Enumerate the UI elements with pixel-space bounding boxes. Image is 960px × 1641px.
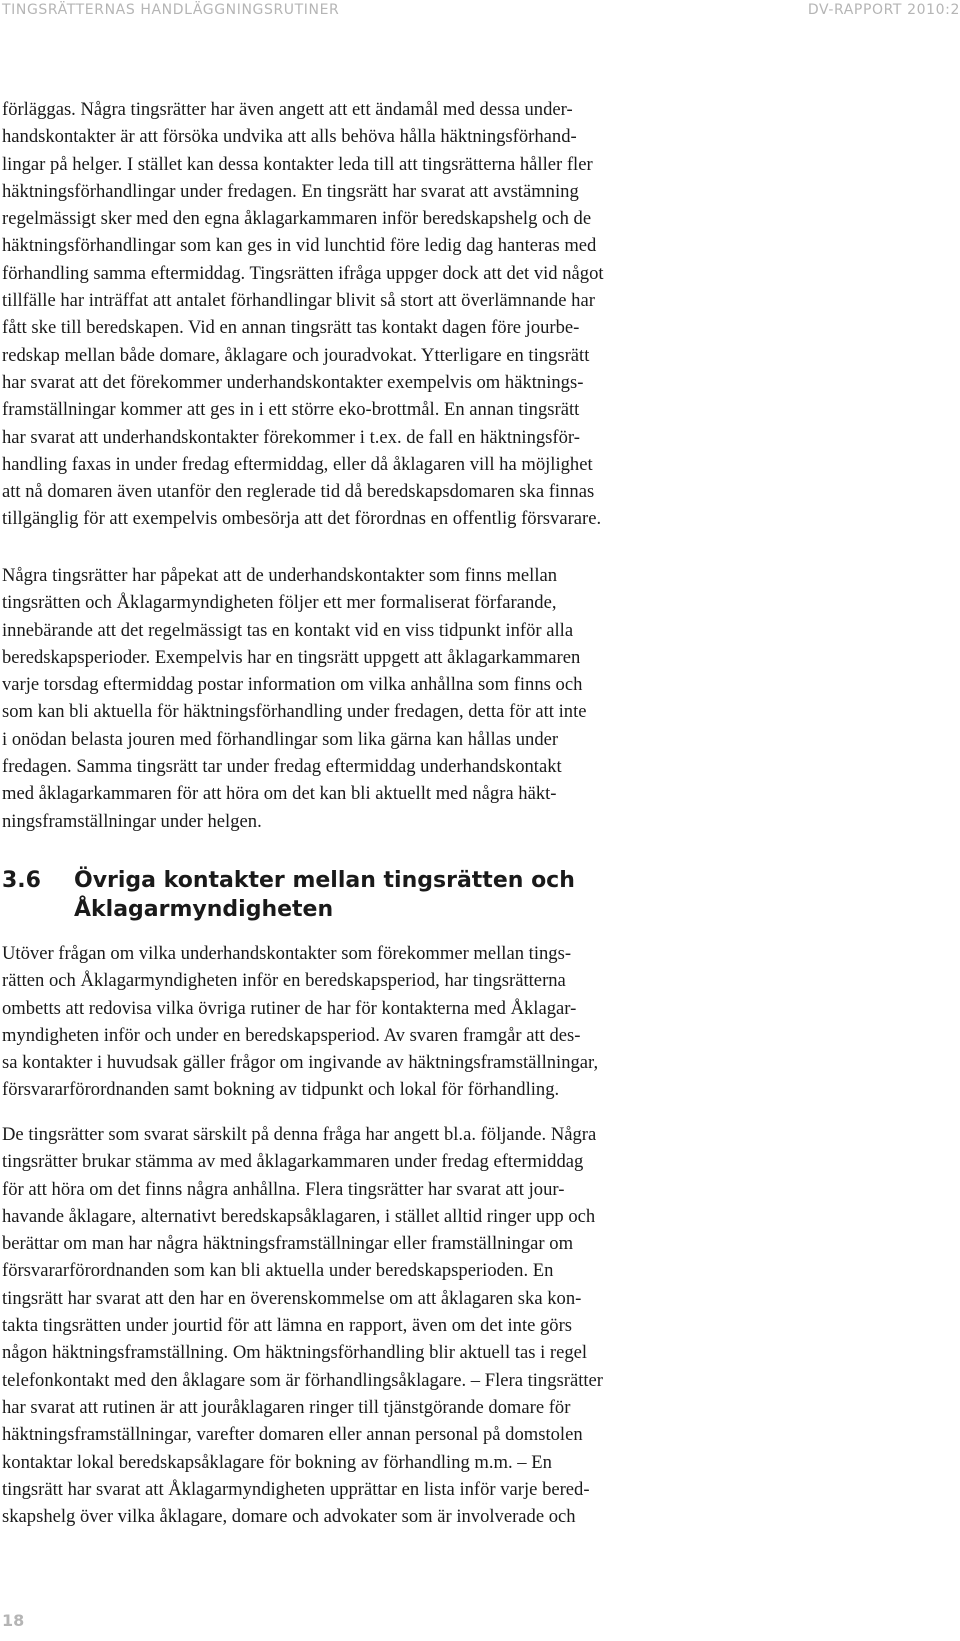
text-line: häktningsförhandlingar under fredagen. En tingsrätt har svarat att avstämning xyxy=(2,180,579,202)
text-line: takta tingsrätten under jourtid för att lämna en rapport, även om det inte görs xyxy=(2,1315,573,1337)
paragraph-1 xyxy=(2,96,758,533)
text-line: tingsrätten och Åklagarmyndigheten följer ett mer formaliserat förfarande, xyxy=(2,592,557,614)
text-line: Några tingsrätter har påpekat att de underhandskontakter som finns mellan xyxy=(2,565,558,586)
text-line: tingsrätt har svarat att den har en överenskommelse om att åklagaren ska kon- xyxy=(2,1287,582,1309)
text-line: som kan bli aktuella för häktningsförhandling under fredagen, detta för att inte xyxy=(2,701,587,723)
text-line: innebärande att det regelmässigt tas en kontakt vid en viss tidpunkt inför alla xyxy=(2,619,574,641)
text-line: tillfälle har inträffat att antalet förhandlingar blivit så stort att överlämnande har xyxy=(2,290,595,312)
text-line: Utöver frågan om vilka underhandskontakter som förekommer mellan tings- xyxy=(2,943,572,964)
text-line: tingsrätter brukar stämma av med åklagarkammaren under fredag eftermiddag xyxy=(2,1151,584,1173)
text-line: ombetts att redovisa vilka övriga rutiner de har för kontakterna med Åklagar- xyxy=(2,997,577,1019)
text-line: sa kontakter i huvudsak gäller frågor om ingivande av häktningsframställningar, xyxy=(2,1052,599,1074)
text-line: för att höra om det finns några anhållna. Flera tingsrätter har svarat att jour- xyxy=(2,1178,565,1200)
text-line: De tingsrätter som svarat särskilt på denna fråga har angett bl.a. följande. Några xyxy=(2,1124,597,1145)
header-report-number: DV-RAPPORT 2010:2 xyxy=(807,2,960,18)
text-line: tingsrätt har svarat att Åklagarmyndigheten upprättar en lista inför varje bered- xyxy=(2,1478,590,1500)
text-line: beredskapsperioder. Exempelvis har en tingsrätt uppgett att åklagarkammaren xyxy=(2,646,581,668)
text-line: handling faxas in under fredag eftermiddag, eller då åklagaren vill ha möjlighet xyxy=(2,453,593,475)
text-line: har svarat att rutinen är att jouråklagaren ringer till tjänstgörande domare för xyxy=(2,1396,571,1418)
text-line: handskontakter är att försöka undvika att alls behöva hålla häktningsförhand- xyxy=(2,126,577,148)
section-title: Övriga kontakter mellan tingsrätten och Åklagarmyndigheten xyxy=(74,868,575,922)
text-line: ningsframställningar under helgen. xyxy=(2,810,262,832)
text-line: i onödan belasta jouren med förhandlingar som lika gärna kan hållas under xyxy=(2,728,559,750)
text-line: havande åklagare, alternativt beredskapsåklagaren, i stället alltid ringer upp och xyxy=(2,1205,596,1227)
paragraph-3 xyxy=(2,940,758,1104)
text-line: med åklagarkammaren för att höra om det kan bli aktuellt med några häkt- xyxy=(2,783,557,805)
text-line: redskap mellan både domare, åklagare och jouradvokat. Ytterligare en tingsrätt xyxy=(2,344,590,366)
text-line: försvararförordnanden samt bokning av tidpunkt och lokal för förhandling. xyxy=(2,1079,560,1101)
text-line: framställningar kommer att ges in i ett större eko-brottmål. En annan tingsrätt xyxy=(2,399,580,421)
text-line: har svarat att det förekommer underhandskontakter exempelvis om häktnings- xyxy=(2,371,584,393)
text-line: lingar på helger. I stället kan dessa kontakter leda till att tingsrätterna håller fler xyxy=(2,153,593,175)
text-line: kontaktar lokal beredskapsåklagare för bokning av förhandling m.m. – En xyxy=(2,1451,552,1473)
text-line: förläggas. Några tingsrätter har även angett att ett ändamål med dessa under- xyxy=(2,99,573,120)
text-line: försvararförordnanden som kan bli aktuella under beredskapsperioden. En xyxy=(2,1260,554,1282)
text-line: telefonkontakt med den åklagare som är förhandlingsåklagare. – Flera tingsrätter xyxy=(2,1369,603,1391)
text-line: fått ske till beredskapen. Vid en annan tingsrätt tas kontakt dagen före jourbe- xyxy=(2,317,580,339)
text-line: någon häktningsframställning. Om häktningsförhandling blir aktuell tas i regel xyxy=(2,1342,588,1364)
header-report-title: TINGSRÄTTERNAS HANDLÄGGNINGSRUTINER xyxy=(2,2,340,18)
text-line: myndigheten inför och under en beredskapsperiod. Av svaren framgår att des- xyxy=(2,1024,581,1046)
text-line: varje torsdag eftermiddag postar information om vilka anhållna som finns och xyxy=(2,674,583,696)
section-number: 3.6 xyxy=(2,868,41,893)
text-line: häktningsförhandlingar som kan ges in vid lunchtid före ledig dag hanteras med xyxy=(2,235,597,257)
paragraph-4 xyxy=(2,1121,758,1530)
running-header xyxy=(0,0,960,22)
paragraph-2 xyxy=(2,562,758,835)
text-line: häktningsframställningar, varefter domaren eller annan personal på domstolen xyxy=(2,1424,583,1446)
text-line: förhandling samma eftermiddag. Tingsrätten ifråga uppger dock att det vid något xyxy=(2,262,604,284)
text-line: skapshelg över vilka åklagare, domare och advokater som är involverade och xyxy=(2,1506,576,1528)
page-number: 18 xyxy=(2,1611,25,1630)
text-line: berättar om man har några häktningsframställningar eller framställningar om xyxy=(2,1233,574,1255)
text-line: har svarat att underhandskontakter förekommer i t.ex. de fall en häktningsför- xyxy=(2,426,580,448)
text-line: fredagen. Samma tingsrätt tar under fredag eftermiddag underhandskontakt xyxy=(2,756,562,778)
text-line: tillgänglig för att exempelvis ombesörja att det förordnas en offentlig försvarare. xyxy=(2,508,602,530)
text-line: att nå domaren även utanför den reglerade tid då beredskapsdomaren ska finnas xyxy=(2,481,595,503)
text-line: regelmässigt sker med den egna åklagarkammaren inför beredskapshelg och de xyxy=(2,208,592,230)
text-line: rätten och Åklagarmyndigheten inför en beredskapsperiod, har tingsrätterna xyxy=(2,970,566,992)
